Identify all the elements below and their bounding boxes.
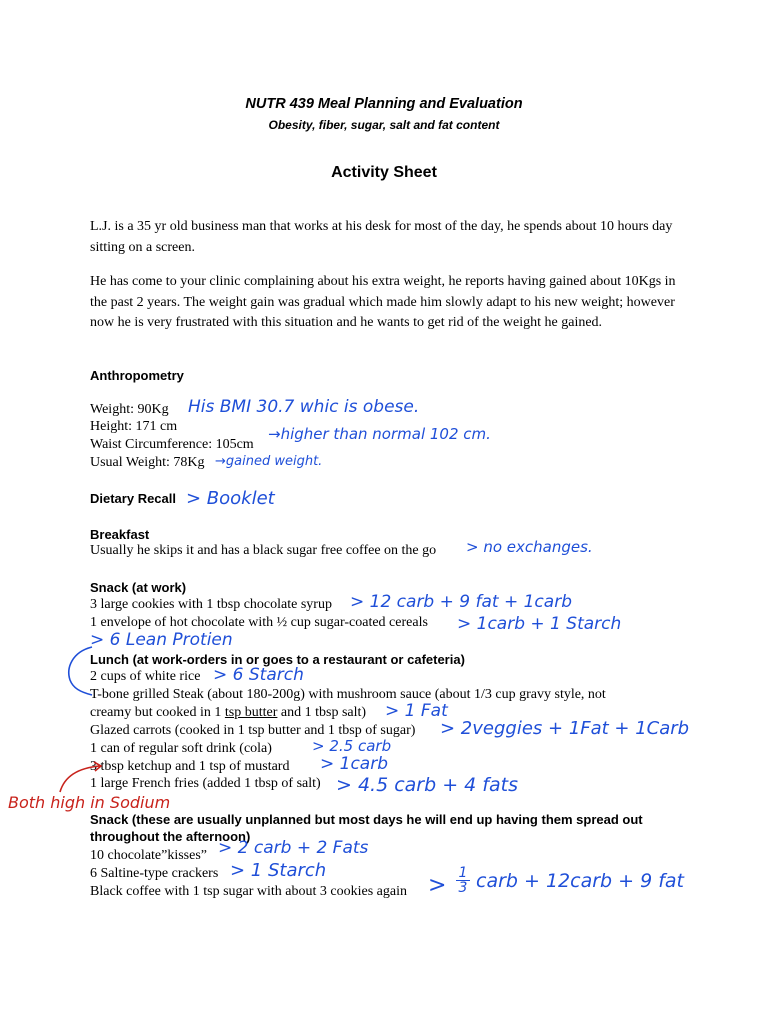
weight-line: Weight: 90Kg (90, 402, 169, 417)
afternoon-snack-heading-a: Snack (these are usually unplanned but most days he will end up having them spread out (90, 812, 643, 827)
coffee-line: Black coffee with 1 tsp sugar with about 3 cookies again (90, 884, 407, 899)
lunch-heading: Lunch (at work-orders in or goes to a restaurant or cafeteria) (90, 652, 465, 667)
annotation-breakfast: > no exchanges. (466, 538, 593, 556)
kisses-line: 10 chocolate”kisses” (90, 848, 208, 863)
dietary-recall-heading: Dietary Recall (90, 491, 176, 506)
lunch-soda-line: 1 can of regular soft drink (cola) (90, 741, 272, 756)
snack-line-1: 3 large cookies with 1 tbsp chocolate syrup (90, 597, 332, 612)
anthropometry-heading: Anthropometry (90, 368, 184, 383)
sheet-heading: Activity Sheet (331, 164, 437, 181)
usual-weight-line: Usual Weight: 78Kg (90, 455, 205, 470)
annotation-carrots: > 2veggies + 1Fat + 1Carb (440, 718, 690, 739)
annotation-coffee: carb + 12carb + 9 fat (476, 870, 685, 892)
annotation-bmi: His BMI 30.7 whic is obese. (188, 397, 420, 417)
height-line: Height: 171 cm (90, 419, 178, 434)
blue-bracket-stroke (69, 647, 92, 695)
annotation-booklet: > Booklet (186, 488, 275, 509)
waist-line: Waist Circumference: 105cm (90, 437, 254, 452)
lunch-fries-line: 1 large French fries (added 1 tbsp of salt) (90, 776, 321, 791)
intro-paragraph-2: He has come to your clinic complaining about his extra weight, he reports having gained about 10Kgs in the past 2 years. The weight gain was gradual which made him slowly adapt to his new weight; however now he is very frustrated with this situation and he wants to get rid of the weight he gained. (90, 274, 676, 330)
annotation-kisses: > 2 carb + 2 Fats (218, 838, 369, 858)
annotation-ketchup: > 1carb (320, 754, 389, 774)
document-subtitle: Obesity, fiber, sugar, salt and fat content (268, 118, 500, 132)
annotation-soda: > 2.5 carb (312, 737, 392, 755)
annotation-rice: > 6 Starch (213, 665, 304, 685)
crackers-line: 6 Saltine-type crackers (90, 866, 219, 881)
annotation-lean-protein: > 6 Lean Protien (90, 630, 233, 650)
intro-paragraph-1: L.J. is a 35 yr old business man that works at his desk for most of the day, he spends about 10 hours day sitting on a screen. (90, 219, 673, 255)
fraction-denominator: 3 (458, 880, 468, 896)
breakfast-heading: Breakfast (90, 527, 150, 542)
steak-text-start: creamy but cooked in 1 (90, 705, 225, 720)
annotation-snack-1: > 12 carb + 9 fat + 1carb (350, 592, 572, 612)
annotation-butter: > 1 Fat (385, 701, 448, 721)
annotation-coffee-arrow: > (428, 873, 447, 898)
annotation-waist: →higher than normal 102 cm. (268, 425, 491, 443)
snack-line-2: 1 envelope of hot chocolate with ½ cup sugar-coated cereals (90, 615, 428, 630)
lunch-ketchup-line: 3 tbsp ketchup and 1 tsp of mustard (90, 759, 290, 774)
annotation-crackers: > 1 Starch (230, 860, 327, 881)
lunch-carrots-line: Glazed carrots (cooked in 1 tsp butter and 1 tbsp of sugar) (90, 723, 416, 738)
annotation-usual-weight: →gained weight. (215, 454, 323, 469)
steak-text-end: and 1 tbsp salt) (277, 705, 367, 720)
annotation-sodium: Both high in Sodium (8, 793, 171, 812)
breakfast-line: Usually he skips it and has a black sugar free coffee on the go (90, 543, 437, 558)
document-title: NUTR 439 Meal Planning and Evaluation (245, 96, 523, 112)
snack-heading: Snack (at work) (90, 580, 187, 595)
lunch-steak-line-a: T-bone grilled Steak (about 180-200g) with mushroom sauce (about 1/3 cup gravy style, not (90, 687, 606, 702)
red-arrow-stroke (60, 766, 100, 792)
annotation-fries: > 4.5 carb + 4 fats (336, 774, 518, 796)
fraction-numerator: 1 (456, 866, 470, 881)
lunch-rice-line: 2 cups of white rice (90, 669, 201, 684)
underlined-tsp-butter: tsp butter (224, 705, 278, 720)
annotation-snack-2: > 1carb + 1 Starch (457, 614, 622, 634)
afternoon-snack-heading-b: throughout the afternoon) (90, 829, 251, 844)
